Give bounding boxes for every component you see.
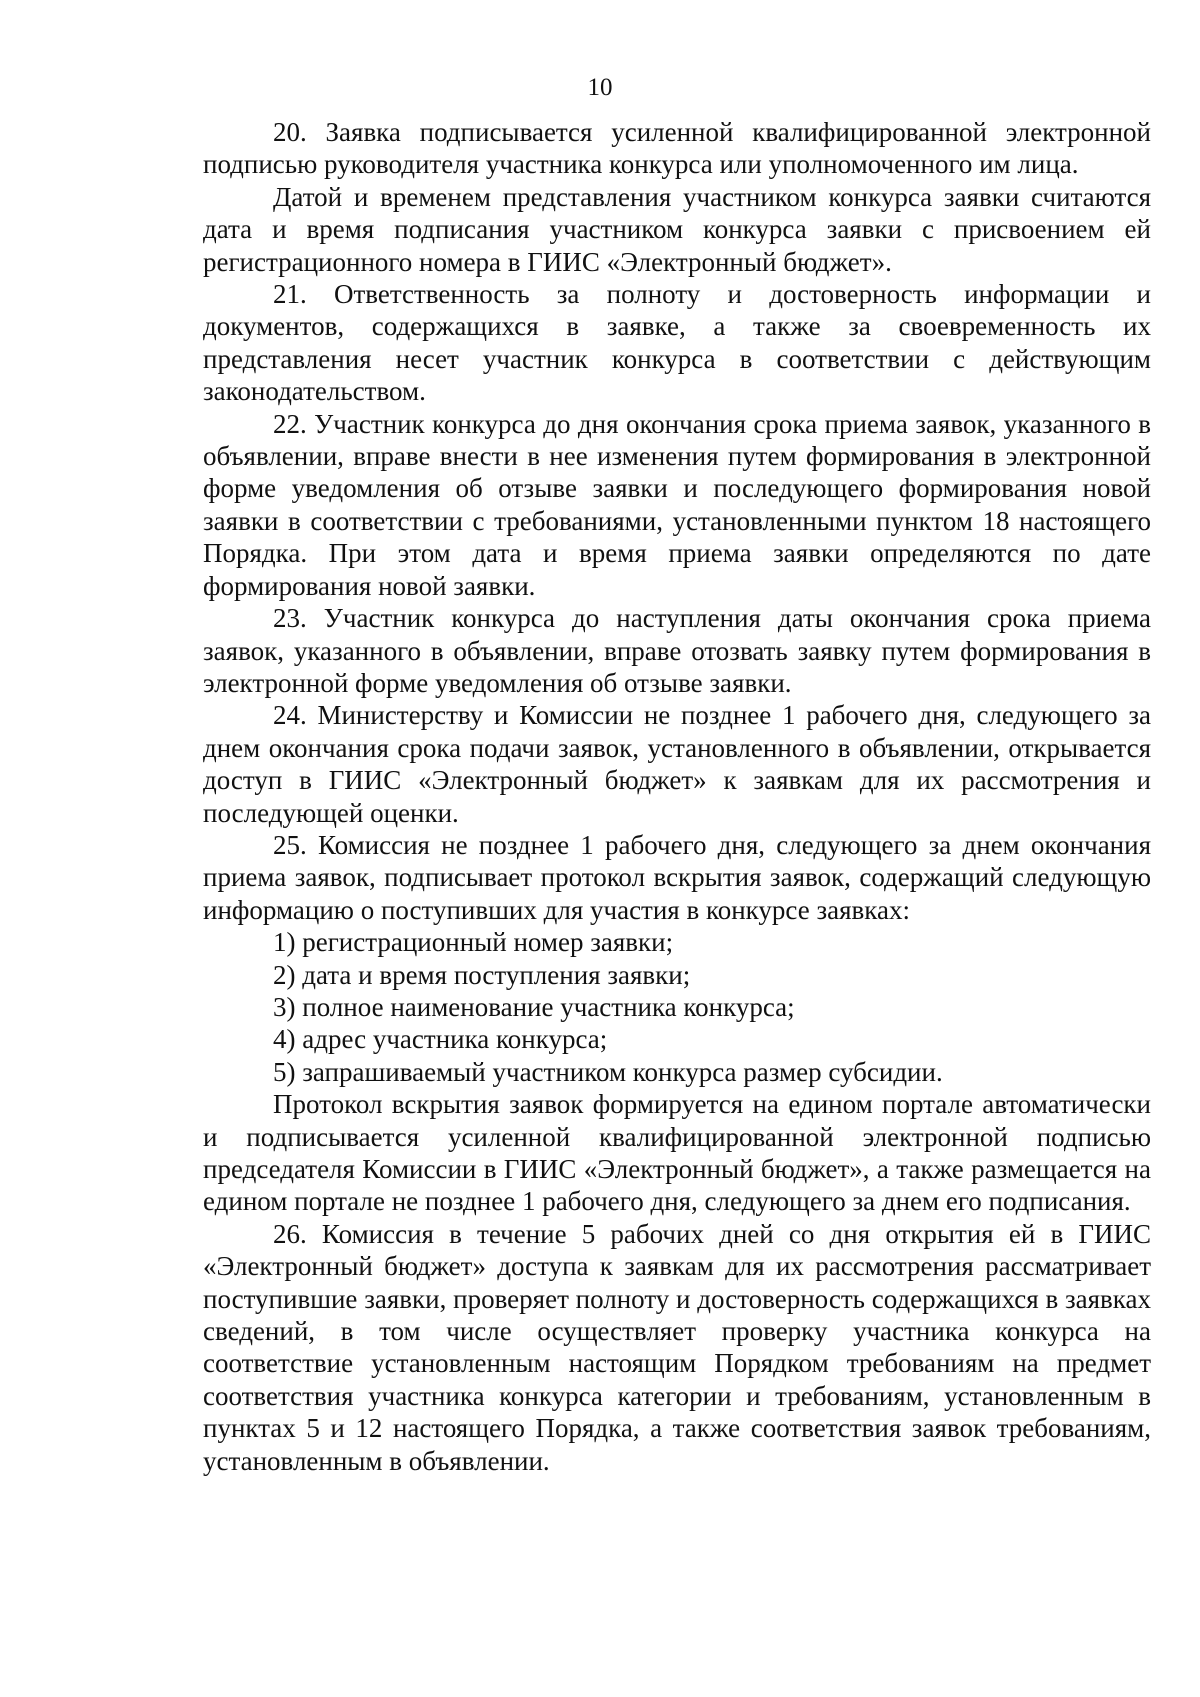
paragraph-submission-date: Датой и временем представления участником конкурса заявки считаются дата и время подписания участником конкурса заявки с присвоением ей регистрационного номера в ГИИС «Электронный бюджет». [203, 181, 1151, 277]
list-item-2: 2) дата и время поступления заявки; [273, 959, 691, 990]
list-item-3: 3) полное наименование участника конкурса; [273, 991, 795, 1022]
list-item-5: 5) запрашиваемый участником конкурса размер субсидии. [273, 1056, 943, 1087]
page-number: 10 [587, 74, 613, 101]
paragraph-25-protocol: 25. Комиссия не позднее 1 рабочего дня, следующего за днем окончания приема заявок, подписывает протокол вскрытия заявок, содержащий следующую информацию о поступивших для участия в конкурсе заявках: [203, 829, 1151, 925]
document-body [203, 116, 1151, 1477]
list-item-4: 4) адрес участника конкурса; [273, 1024, 608, 1055]
paragraph-23-withdrawal: 23. Участник конкурса до наступления даты окончания срока приема заявок, указанного в объявлении, вправе отозвать заявку путем формирования в электронной форме уведомления об отзыве заявки. [203, 603, 1151, 698]
paragraph-24-access: 24. Министерству и Комиссии не позднее 1 рабочего дня, следующего за днем окончания срока подачи заявок, установленного в объявлении, открывается доступ в ГИИС «Электронный бюджет» к заявкам для их рассмотрения и последующей оценки. [203, 700, 1151, 828]
list-item-1: 1) регистрационный номер заявки; [273, 927, 674, 958]
paragraph-21-responsibility: 21. Ответственность за полноту и достоверность информации и документов, содержащихся в заявке, а также за своевременность их представления несет участник конкурса в соответствии с действующим законодательством. [203, 279, 1151, 407]
paragraph-20-signature: 20. Заявка подписывается усиленной квалифицированной электронной подписью руководителя участника конкурса или уполномоченного им лица. [203, 117, 1151, 180]
paragraph-protocol-formation: Протокол вскрытия заявок формируется на едином портале автоматически и подписывается усиленной квалифицированной электронной подписью председателя Комиссии в ГИИС «Электронный бюджет», а также размещается на едином портале не позднее 1 рабочего дня, следующего за днем его подписания. [203, 1089, 1151, 1217]
paragraph-26-review: 26. Комиссия в течение 5 рабочих дней со дня открытия ей в ГИИС «Электронный бюджет» доступа к заявкам для их рассмотрения рассматривает поступившие заявки, проверяет полноту и достоверность содержащихся в заявках сведений, в том числе осуществляет проверку участника конкурса на соответствие установленным настоящим Порядком требованиям на предмет соответствия участника конкурса категории и требованиям, установленным в пунктах 5 и 12 настоящего Порядка, а также соответствия заявок требованиям, установленным в объявлении. [203, 1218, 1151, 1476]
paragraph-22-changes: 22. Участник конкурса до дня окончания срока приема заявок, указанного в объявлении, вправе внести в нее изменения путем формирования в электронной форме уведомления об отзыве заявки и последующего формирования новой заявки в соответствии с требованиями, установленными пунктом 18 настоящего Порядка. При этом дата и время приема заявки определяются по дате формирования новой заявки. [203, 408, 1151, 601]
